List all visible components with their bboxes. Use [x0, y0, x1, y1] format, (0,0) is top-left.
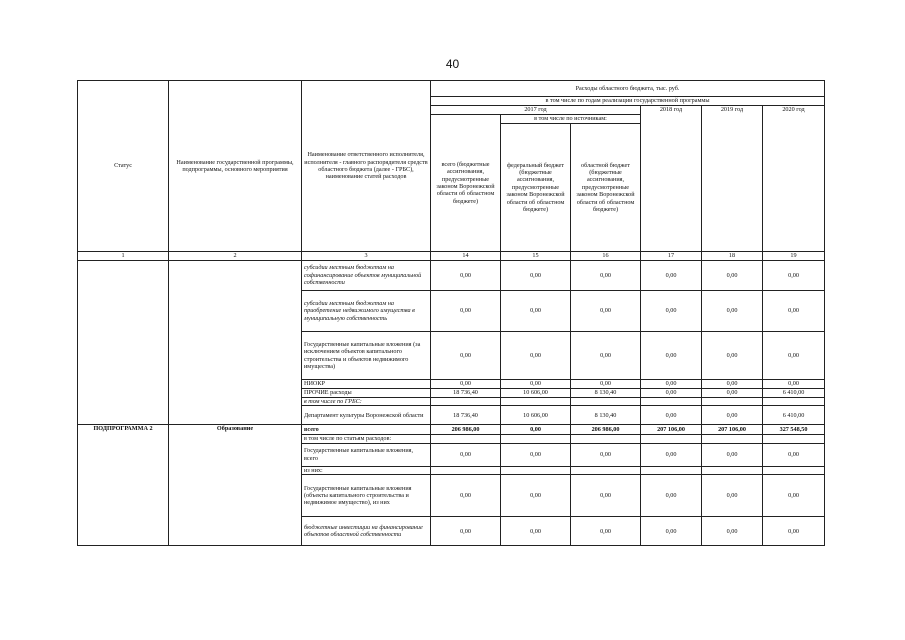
budget-table	[77, 80, 825, 546]
row-label: бюджетные инвестиции на финансирование объектов областной собственности	[302, 517, 431, 546]
value-cell: 0,00	[431, 291, 501, 332]
header-executor: Наименование ответственного исполнителя, исполнителя - главного распорядителя средств областного бюджета (далее - ГРБС), наименование статей расходов	[302, 81, 431, 252]
value-cell: 0,00	[702, 261, 763, 291]
value-cell	[641, 435, 702, 443]
value-cell	[571, 466, 641, 474]
value-cell: 0,00	[571, 261, 641, 291]
value-cell: 0,00	[641, 380, 702, 389]
value-cell: 0,00	[702, 406, 763, 425]
value-cell: 0,00	[431, 517, 501, 546]
row-label: Государственные капитальные вложения (за исключением объектов капитального строительства и объектов недвижимого имущества)	[302, 332, 431, 380]
status-cell	[78, 261, 169, 425]
column-number: 18	[702, 252, 763, 261]
header-regional: областной бюджет (бюджетные ассигнования, предусмотренные законом Воронежской области об областном бюджете)	[571, 124, 641, 252]
value-cell: 0,00	[641, 517, 702, 546]
value-cell: 10 606,00	[501, 389, 571, 398]
header-year-2018: 2018 год	[641, 106, 702, 252]
value-cell	[702, 398, 763, 406]
value-cell: 0,00	[763, 291, 825, 332]
row-label: из них:	[302, 466, 431, 474]
header-total: всего (бюджетные ассигнования, предусмотренные законом Воронежской области об областном бюджете)	[431, 115, 501, 252]
value-cell: 0,00	[641, 332, 702, 380]
header-year-2020: 2020 год	[763, 106, 825, 252]
value-cell: 0,00	[501, 517, 571, 546]
row-label: Департамент культуры Воронежской области	[302, 406, 431, 425]
program-name-cell: Образование	[169, 425, 302, 546]
value-cell: 0,00	[702, 332, 763, 380]
value-cell	[431, 435, 501, 443]
column-number: 1	[78, 252, 169, 261]
row-label: в том числе по статьям расходов:	[302, 435, 431, 443]
value-cell: 6 410,00	[763, 406, 825, 425]
value-cell	[571, 435, 641, 443]
value-cell: 0,00	[702, 517, 763, 546]
value-cell: 0,00	[763, 517, 825, 546]
value-cell: 0,00	[641, 406, 702, 425]
value-cell: 0,00	[501, 475, 571, 517]
column-number: 14	[431, 252, 501, 261]
value-cell: 0,00	[702, 443, 763, 466]
header-by-source: в том числе по источникам:	[501, 115, 641, 124]
value-cell: 0,00	[571, 517, 641, 546]
column-number: 15	[501, 252, 571, 261]
value-cell: 0,00	[763, 261, 825, 291]
row-label: всего	[302, 425, 431, 435]
header-budget-title: Расходы областного бюджета, тыс. руб.	[431, 81, 825, 97]
value-cell	[501, 435, 571, 443]
value-cell: 6 410,00	[763, 389, 825, 398]
value-cell: 0,00	[571, 332, 641, 380]
header-by-year: в том числе по годам реализации государственной программы	[431, 97, 825, 106]
value-cell: 0,00	[702, 475, 763, 517]
value-cell: 0,00	[702, 291, 763, 332]
row-label: Государственные капитальные вложения (объекты капитального строительства и недвижимое имущество), из них	[302, 475, 431, 517]
value-cell: 0,00	[641, 389, 702, 398]
header-status: Статус	[78, 81, 169, 252]
value-cell	[763, 435, 825, 443]
value-cell: 0,00	[702, 380, 763, 389]
value-cell	[763, 398, 825, 406]
value-cell: 0,00	[431, 261, 501, 291]
page-number: 40	[445, 57, 460, 71]
value-cell: 0,00	[501, 261, 571, 291]
value-cell	[431, 398, 501, 406]
row-label: Государственные капитальные вложения, всего	[302, 443, 431, 466]
value-cell: 0,00	[641, 291, 702, 332]
value-cell: 8 130,40	[571, 389, 641, 398]
value-cell	[501, 466, 571, 474]
value-cell: 0,00	[763, 443, 825, 466]
table-row	[78, 425, 825, 435]
value-cell: 0,00	[501, 425, 571, 435]
value-cell: 206 986,00	[431, 425, 501, 435]
value-cell: 0,00	[641, 443, 702, 466]
value-cell	[431, 466, 501, 474]
value-cell: 0,00	[431, 380, 501, 389]
row-label: НИОКР	[302, 380, 431, 389]
value-cell: 10 606,00	[501, 406, 571, 425]
value-cell: 0,00	[431, 443, 501, 466]
value-cell: 0,00	[763, 475, 825, 517]
column-number: 2	[169, 252, 302, 261]
value-cell	[702, 466, 763, 474]
value-cell: 0,00	[501, 332, 571, 380]
value-cell: 0,00	[571, 443, 641, 466]
value-cell	[702, 435, 763, 443]
value-cell: 18 736,40	[431, 406, 501, 425]
value-cell: 0,00	[641, 475, 702, 517]
value-cell: 0,00	[571, 291, 641, 332]
value-cell: 207 106,00	[702, 425, 763, 435]
column-number: 17	[641, 252, 702, 261]
table-row	[78, 261, 825, 291]
value-cell: 0,00	[501, 443, 571, 466]
value-cell: 8 130,40	[571, 406, 641, 425]
value-cell	[763, 466, 825, 474]
value-cell	[641, 398, 702, 406]
column-number: 16	[571, 252, 641, 261]
value-cell: 0,00	[501, 380, 571, 389]
row-label: субсидии местным бюджетам на приобретение недвижимого имущества в муниципальную собственность	[302, 291, 431, 332]
value-cell: 0,00	[571, 475, 641, 517]
header-year-2019: 2019 год	[702, 106, 763, 252]
value-cell: 0,00	[571, 380, 641, 389]
value-cell	[641, 466, 702, 474]
row-label: субсидии местным бюджетам на софинансирование объектов муниципальной собственности	[302, 261, 431, 291]
column-number: 19	[763, 252, 825, 261]
value-cell: 0,00	[641, 261, 702, 291]
value-cell: 206 986,00	[571, 425, 641, 435]
row-label: ПРОЧИЕ расходы	[302, 389, 431, 398]
header-year-2017: 2017 год	[431, 106, 641, 115]
value-cell: 0,00	[501, 291, 571, 332]
header-federal: федеральный бюджет (бюджетные ассигнования, предусмотренные законом Воронежской области об областном бюджете)	[501, 124, 571, 252]
value-cell	[501, 398, 571, 406]
value-cell: 0,00	[702, 389, 763, 398]
program-name-cell	[169, 261, 302, 425]
value-cell: 327 548,50	[763, 425, 825, 435]
header-program-name: Наименование государственной программы, подпрограммы, основного мероприятия	[169, 81, 302, 252]
column-number: 3	[302, 252, 431, 261]
value-cell: 0,00	[763, 332, 825, 380]
value-cell: 0,00	[431, 332, 501, 380]
value-cell: 18 736,40	[431, 389, 501, 398]
value-cell: 207 106,00	[641, 425, 702, 435]
value-cell: 0,00	[763, 380, 825, 389]
row-label: в том числе по ГРБС:	[302, 398, 431, 406]
status-cell: ПОДПРОГРАММА 2	[78, 425, 169, 546]
value-cell: 0,00	[431, 475, 501, 517]
value-cell	[571, 398, 641, 406]
